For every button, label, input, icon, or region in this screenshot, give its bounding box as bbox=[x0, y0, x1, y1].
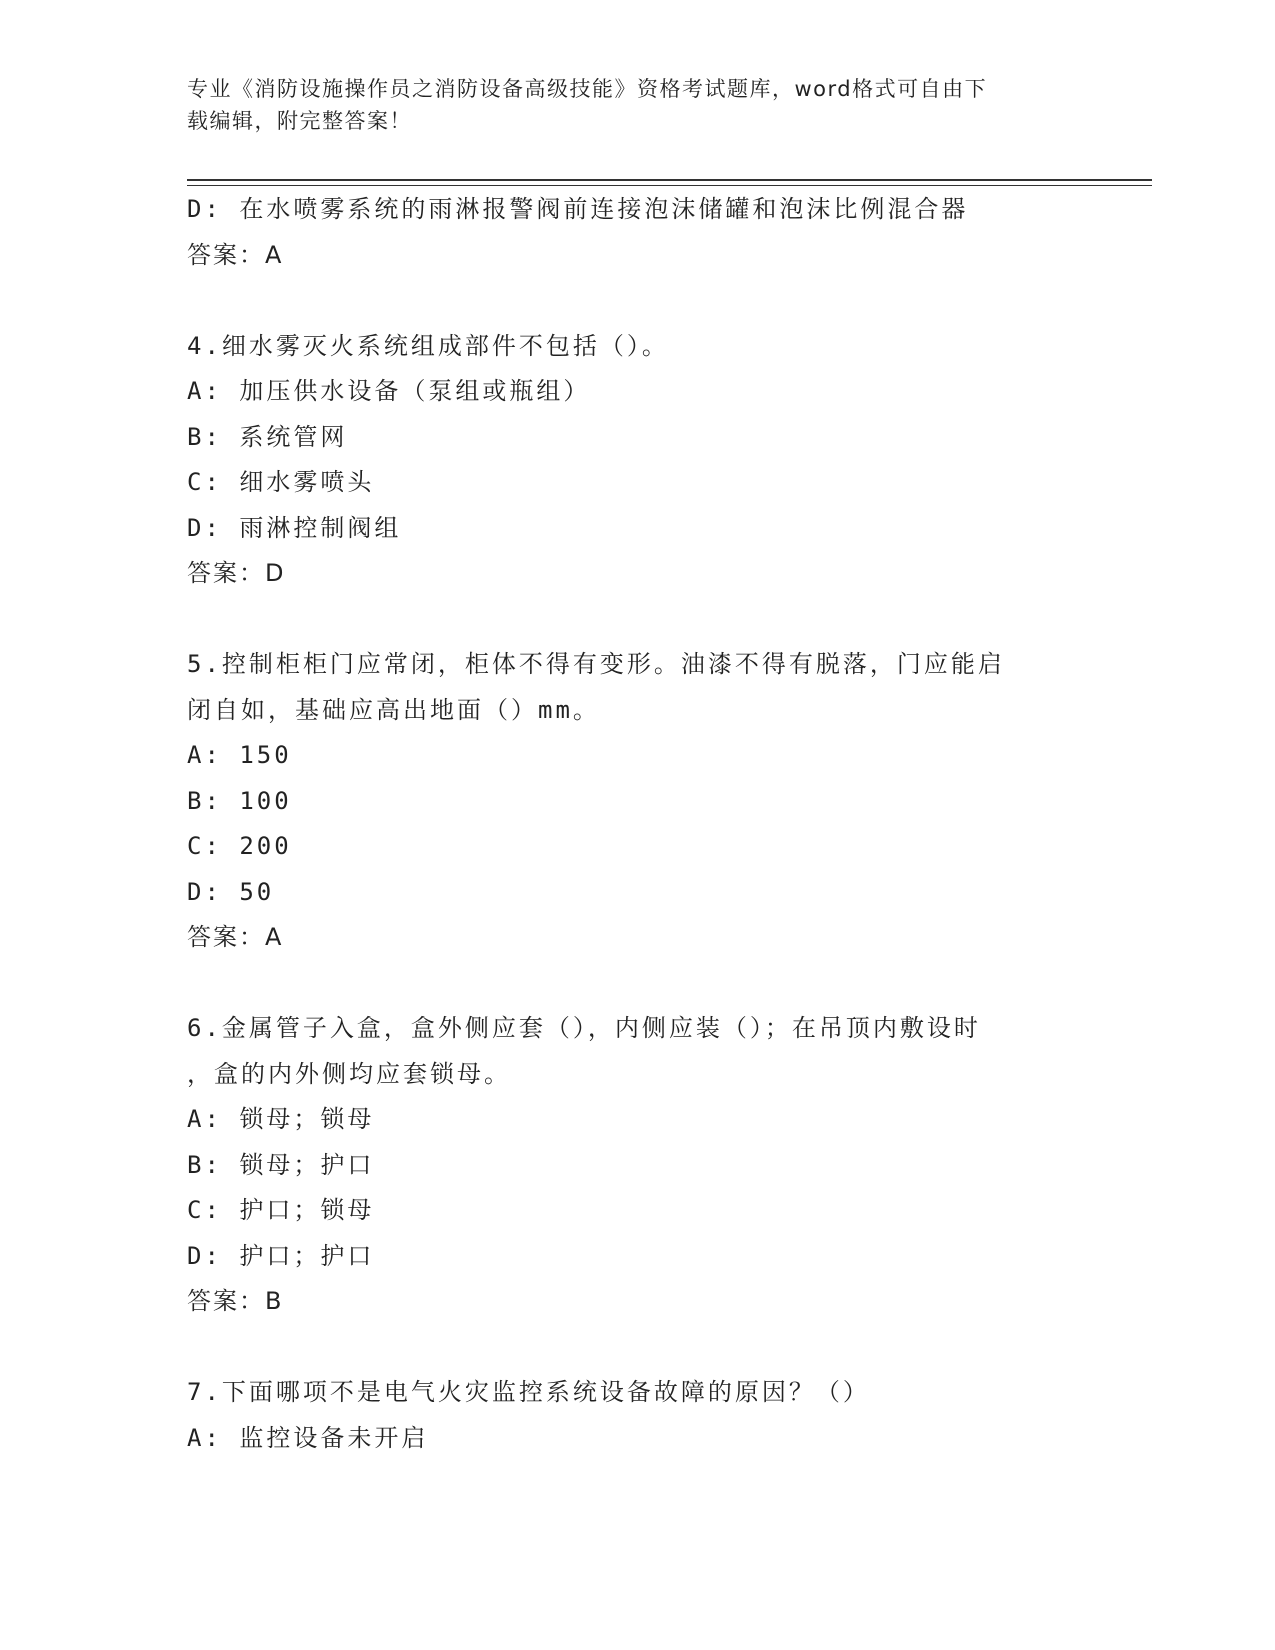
q5-option-d: D: 50 bbox=[187, 877, 275, 906]
q5-option-b: B: 100 bbox=[187, 786, 292, 815]
header-divider-thick bbox=[187, 179, 1152, 181]
q6-option-c: C: 护口；锁母 bbox=[187, 1196, 375, 1224]
q4-option-d: D: 雨淋控制阀组 bbox=[187, 513, 402, 542]
q4-option-b: B: 系统管网 bbox=[187, 422, 348, 451]
q4-answer: 答案：D bbox=[187, 559, 286, 587]
q3-option-d: D: 在水喷雾系统的雨淋报警阀前连接泡沫储罐和泡沫比例混合器 bbox=[187, 195, 969, 223]
q5-stem-line-2: 闭自如，基础应高出地面（）mm。 bbox=[187, 695, 600, 724]
document-header bbox=[187, 73, 1087, 137]
q5-answer: 答案：A bbox=[187, 923, 284, 951]
q6-option-a: A: 锁母；锁母 bbox=[187, 1105, 375, 1133]
q3-answer: 答案：A bbox=[187, 240, 284, 269]
q6-option-b: B: 锁母；护口 bbox=[187, 1150, 375, 1179]
q6-answer: 答案：B bbox=[187, 1287, 284, 1315]
q4-stem: 4.细水雾灭火系统组成部件不包括（）。 bbox=[187, 331, 669, 360]
q5-option-c: C: 200 bbox=[187, 832, 292, 860]
q6-stem-line-1: 6.金属管子入盒，盒外侧应套（），内侧应装（）；在吊顶内敷设时 bbox=[187, 1014, 981, 1042]
q7-stem: 7.下面哪项不是电气火灾监控系统设备故障的原因？（） bbox=[187, 1378, 870, 1406]
header-line-2: 载编辑，附完整答案！ bbox=[187, 109, 412, 133]
question-list bbox=[187, 187, 1087, 1461]
q6-stem-line-2: ，盒的内外侧均应套锁母。 bbox=[187, 1059, 511, 1088]
q4-option-c: C: 细水雾喷头 bbox=[187, 468, 375, 496]
spacer bbox=[187, 278, 1087, 324]
spacer bbox=[187, 1325, 1087, 1371]
q7-option-a: A: 监控设备未开启 bbox=[187, 1423, 429, 1452]
q5-stem-line-1: 5.控制柜柜门应常闭，柜体不得有变形。油漆不得有脱落，门应能启 bbox=[187, 650, 1005, 678]
spacer bbox=[187, 961, 1087, 1007]
q4-option-a: A: 加压供水设备（泵组或瓶组） bbox=[187, 377, 591, 405]
spacer bbox=[187, 597, 1087, 643]
header-line-1: 专业《消防设施操作员之消防设备高级技能》资格考试题库，word格式可自由下 bbox=[187, 77, 988, 101]
q5-option-a: A: 150 bbox=[187, 741, 292, 769]
header-divider-thin bbox=[187, 185, 1152, 186]
q6-option-d: D: 护口；护口 bbox=[187, 1241, 375, 1270]
